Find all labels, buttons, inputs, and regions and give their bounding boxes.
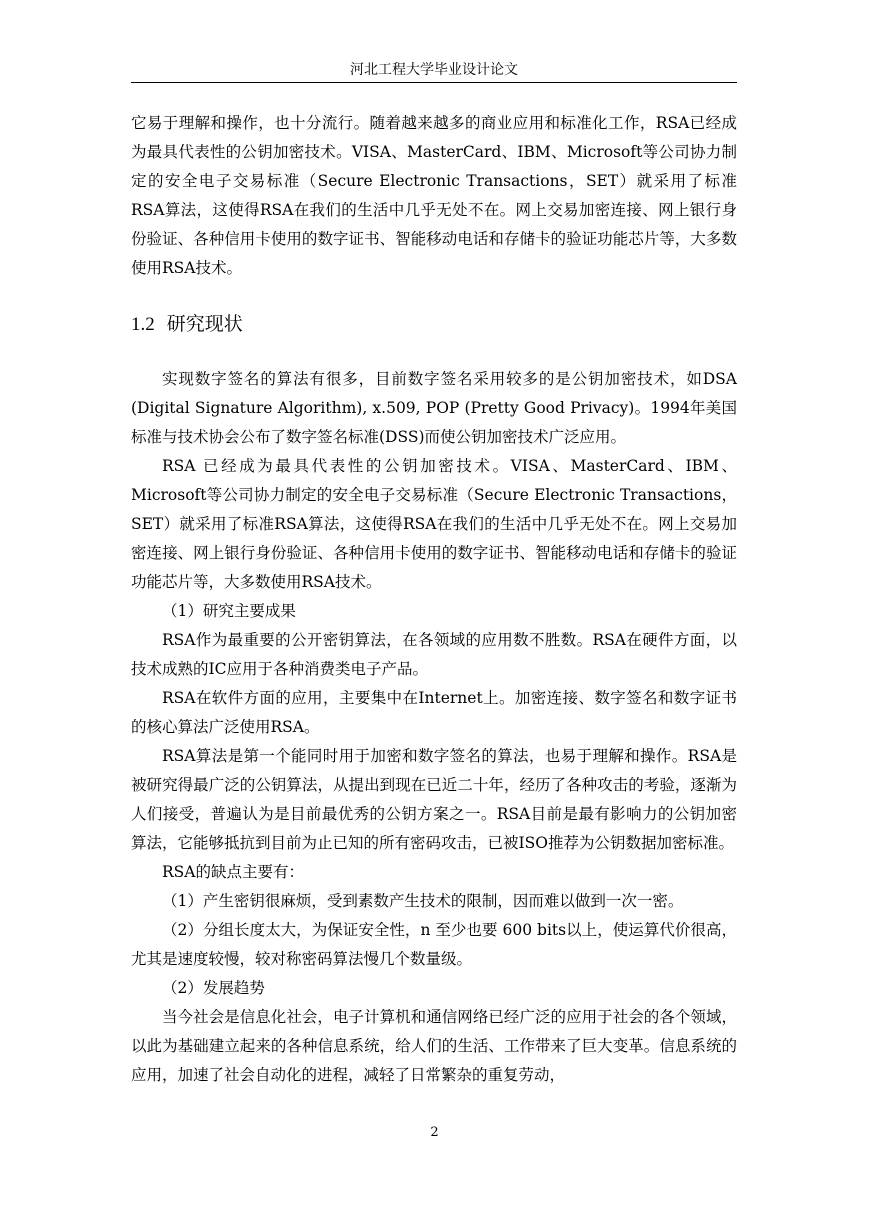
header-rule <box>131 82 737 83</box>
paragraph: RSA的缺点主要有： <box>162 863 304 881</box>
running-header: 河北工程大学毕业设计论文 <box>350 62 518 78</box>
page-number: 2 <box>430 1125 439 1140</box>
list-item: （2）分组长度太大，为保证安全性，n 至少也要 600 bits以上，使运算代价很高，尤其是速度较慢，较对称密码算法慢几个数量级。 <box>131 921 737 968</box>
paragraph: 实现数字签名的算法有很多，目前数字签名采用较多的是公钥加密技术，如DSA (Digital Signature Algorithm), x.509, POP (Pretty Good Privacy)。1994年美国标准与技术协会公布了数字签名标准(DSS)而使公钥加密技术广泛应用。 <box>131 370 737 446</box>
section-heading <box>131 309 243 340</box>
section-title: 研究现状 <box>166 313 243 335</box>
paragraph: RSA 已经成为最具代表性的公钥加密技术。VISA、MasterCard、IBM、Microsoft等公司协力制定的安全电子交易标准（Secure Electronic Transactions，SET）就采用了标准RSA算法，这使得RSA在我们的生活中几乎无处不在。网上交易加密连接、网上银行身份验证、各种信用卡使用的数字证书、智能移动电话和存储卡的验证功能芯片等，大多数使用RSA技术。 <box>131 457 737 591</box>
section-number: 1.2 <box>131 314 155 335</box>
paragraph: RSA算法是第一个能同时用于加密和数字签名的算法，也易于理解和操作。RSA是被研究得最广泛的公钥算法，从提出到现在已近二十年，经历了各种攻击的考验，逐渐为人们接受，普遍认为是目前最优秀的公钥方案之一。RSA目前是最有影响力的公钥加密算法，它能够抵抗到目前为止已知的所有密码攻击，已被ISO推荐为公钥数据加密标准。 <box>131 747 737 852</box>
subheading: （2）发展趋势 <box>162 979 265 997</box>
paragraph: RSA作为最重要的公开密钥算法，在各领域的应用数不胜数。RSA在硬件方面，以技术成熟的IC应用于各种消费类电子产品。 <box>131 631 737 678</box>
paragraph: RSA在软件方面的应用，主要集中在Internet上。加密连接、数字签名和数字证书的核心算法广泛使用RSA。 <box>131 689 737 736</box>
list-item: （1）产生密钥很麻烦，受到素数产生技术的限制，因而难以做到一次一密。 <box>162 892 684 910</box>
paragraph-text: 它易于理解和操作，也十分流行。随着越来越多的商业应用和标准化工作，RSA已经成为最具代表性的公钥加密技术。VISA、MasterCard、IBM、Microsoft等公司协力制定的安全电子交易标准（Secure Electronic Transactions，SET）就采用了标准RSA算法，这使得RSA在我们的生活中几乎无处不在。网上交易加密连接、网上银行身份验证、各种信用卡使用的数字证书、智能移动电话和存储卡的验证功能芯片等，大多数使用RSA技术。 <box>131 114 737 277</box>
continuation-paragraph <box>131 109 737 283</box>
subheading: （1）研究主要成果 <box>162 602 296 620</box>
paragraph: 当今社会是信息化社会，电子计算机和通信网络已经广泛的应用于社会的各个领域，以此为基础建立起来的各种信息系统，给人们的生活、工作带来了巨大变革。信息系统的应用，加速了社会自动化的进程，减轻了日常繁杂的重复劳动， <box>131 1008 737 1084</box>
section-body <box>131 365 737 1090</box>
